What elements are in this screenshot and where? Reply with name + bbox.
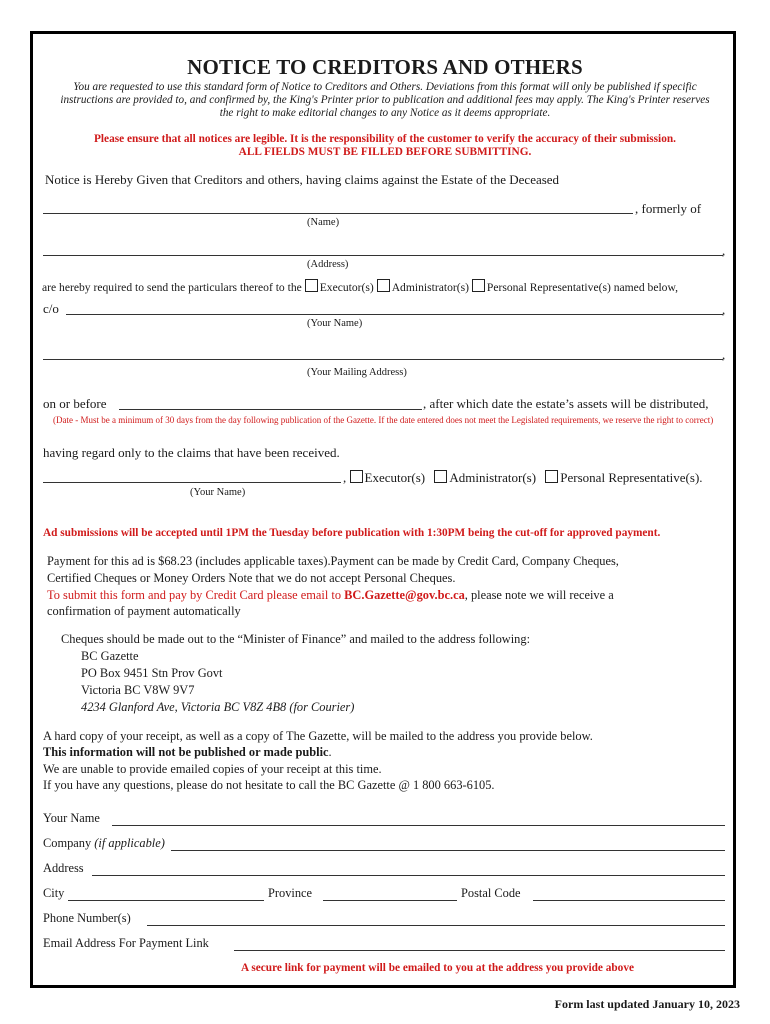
deadline-notice: Ad submissions will be accepted until 1PM the Tuesday before publication with 1:30PM being the cut-off for approved payment. <box>43 527 661 539</box>
personal-rep-label: Personal Representative(s) named below, <box>486 281 679 294</box>
administrator-checkbox[interactable] <box>377 279 390 292</box>
deceased-name-field[interactable] <box>43 213 633 214</box>
sig-comma: , <box>343 470 347 485</box>
company-field[interactable] <box>171 850 725 851</box>
receipt-line-2 <box>43 745 332 760</box>
deceased-address-field[interactable] <box>43 255 723 256</box>
payment-line-2: Certified Cheques or Money Orders Note that we do not accept Personal Cheques. <box>47 571 456 585</box>
payment-note: , please note we will receive a <box>464 588 614 602</box>
province-label: Province <box>268 886 313 900</box>
required-text: are hereby required to send the particulars thereof to the <box>42 281 302 294</box>
on-or-before-label: on or before <box>43 396 107 411</box>
mailing-address-field[interactable] <box>43 359 723 360</box>
your-name-caption: (Your Name) <box>307 318 363 329</box>
city-field[interactable] <box>68 900 264 901</box>
legibility-notice: Please ensure that all notices are legible. It is the responsibility of the customer to verify the accuracy of their submission. <box>94 133 676 145</box>
address-comma: , <box>722 243 726 258</box>
distribution-date-field[interactable] <box>119 409 422 410</box>
executor-checkbox[interactable] <box>305 279 318 292</box>
formerly-of-label: , formerly of <box>635 201 702 216</box>
mail-address-line-3: Victoria BC V8W 9V7 <box>81 683 195 697</box>
submit-instruction: To submit this form and pay by Credit Card please email to <box>47 588 342 602</box>
email-label: Email Address For Payment Link <box>43 936 209 950</box>
signature-row <box>343 470 703 486</box>
mailing-comma: , <box>722 347 726 362</box>
company-label-row <box>43 836 165 851</box>
company-label: Company <box>43 836 92 850</box>
postal-code-label: Postal Code <box>461 886 521 900</box>
phone-field[interactable] <box>147 925 725 926</box>
personal-rep-checkbox[interactable] <box>472 279 485 292</box>
email-field[interactable] <box>234 950 725 951</box>
mail-address-line-2: PO Box 9451 Stn Prov Govt <box>81 666 223 680</box>
payment-line-4: confirmation of payment automatically <box>47 604 241 618</box>
sig-personal-rep-checkbox[interactable] <box>545 470 558 483</box>
sig-name-caption: (Your Name) <box>190 487 246 498</box>
all-fields-notice: ALL FIELDS MUST BE FILLED BEFORE SUBMITTING. <box>238 146 532 158</box>
sig-executor-label: Executor(s) <box>364 470 426 485</box>
payment-line-1: Payment for this ad is $68.23 (includes applicable taxes).Payment can be made by Credit Card, Company Cheques, <box>47 554 619 568</box>
form-updated-date: Form last updated January 10, 2023 <box>554 997 740 1011</box>
address-caption: (Address) <box>307 259 349 270</box>
mailing-address-caption: (Your Mailing Address) <box>307 367 407 378</box>
having-regard-text: having regard only to the claims that have been received. <box>43 445 340 460</box>
name-caption: (Name) <box>307 217 340 228</box>
payment-line-3 <box>47 588 614 603</box>
receipt-line-3: We are unable to provide emailed copies of your receipt at this time. <box>43 762 382 776</box>
postal-code-field[interactable] <box>533 900 725 901</box>
secure-link-notice: A secure link for payment will be emailed to you at the address you provide above <box>241 962 634 974</box>
address-field[interactable] <box>92 875 725 876</box>
co-label: c/o <box>43 301 59 316</box>
courier-address: 4234 Glanford Ave, Victoria BC V8Z 4B8 (for Courier) <box>81 700 355 714</box>
city-label: City <box>43 886 65 900</box>
province-field[interactable] <box>323 900 457 901</box>
co-comma: , <box>722 302 726 317</box>
not-published-notice: This information will not be published or made public <box>43 745 329 759</box>
intro-instructions: You are requested to use this standard form of Notice to Creditors and Others. Deviations from this format will only be published if specific instructions are provided to, and confirmed by, the King's Printer prior to publication and additional fees may apply. The King's Printer reserves the right to make editorial changes to any Notice as it deems appropriate. <box>60 81 710 119</box>
questions-line: If you have any questions, please do not hesitate to call the BC Gazette @ 1 800 663-6105. <box>43 778 495 792</box>
sig-personal-rep-label: Personal Representative(s). <box>560 470 703 485</box>
phone-label: Phone Number(s) <box>43 911 131 925</box>
co-name-field[interactable] <box>66 314 723 315</box>
company-note: (if applicable) <box>94 836 165 850</box>
your-name-field[interactable] <box>112 825 725 826</box>
signature-name-field[interactable] <box>43 482 341 483</box>
receipt-line-2-end: . <box>328 745 332 759</box>
sig-administrator-checkbox[interactable] <box>434 470 447 483</box>
administrator-label: Administrator(s) <box>391 281 469 294</box>
receipt-line-1: A hard copy of your receipt, as well as a copy of The Gazette, will be mailed to the address you provide below. <box>43 729 593 743</box>
cheques-intro: Cheques should be made out to the “Minister of Finance” and mailed to the address following: <box>61 632 531 646</box>
notice-given-text: Notice is Hereby Given that Creditors and others, having claims against the Estate of the Deceased <box>45 172 560 187</box>
address-label: Address <box>43 861 84 875</box>
your-name-label: Your Name <box>43 811 100 825</box>
after-which-text: , after which date the estate’s assets will be distributed, <box>423 396 709 411</box>
date-note: (Date - Must be a minimum of 30 days from the day following publication of the Gazette. If the date entered does not meet the Legislated requirements, we reserve the right to correct) <box>53 415 714 425</box>
sig-executor-checkbox[interactable] <box>350 470 363 483</box>
executor-label: Executor(s) <box>319 281 374 294</box>
gazette-email-link[interactable]: BC.Gazette@gov.bc.ca <box>344 588 465 602</box>
page-title: NOTICE TO CREDITORS AND OTHERS <box>187 55 583 79</box>
mail-address-line-1: BC Gazette <box>81 649 139 663</box>
required-text-row <box>42 279 678 294</box>
sig-administrator-label: Administrator(s) <box>449 470 537 485</box>
